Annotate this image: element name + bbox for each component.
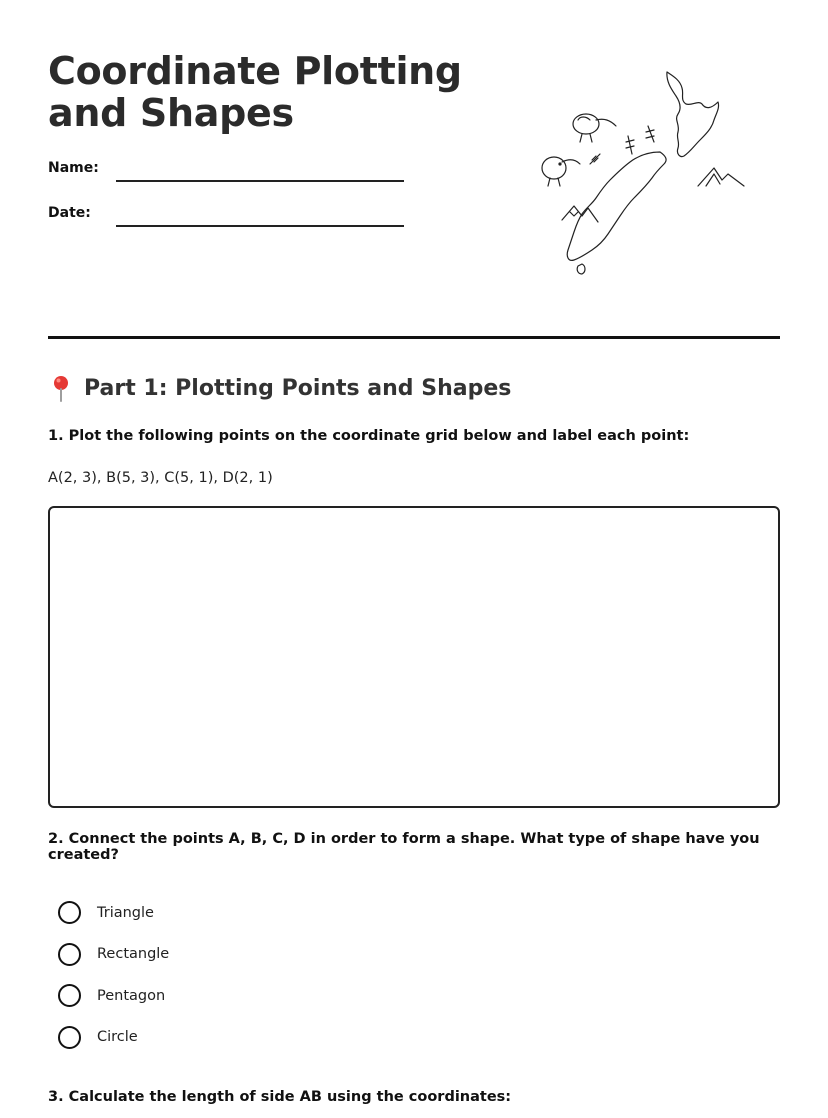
option-label: Circle bbox=[97, 1029, 138, 1046]
question-1: 1. Plot the following points on the coordinate grid below and label each point: bbox=[48, 428, 690, 444]
radio-button[interactable] bbox=[58, 1026, 81, 1049]
part1-heading bbox=[48, 374, 511, 402]
radio-button[interactable] bbox=[58, 984, 81, 1007]
question-2: 2. Connect the points A, B, C, D in order to form a shape. What type of shape have you created? bbox=[48, 831, 760, 863]
option-label: Pentagon bbox=[97, 987, 166, 1004]
option-pentagon[interactable] bbox=[58, 975, 169, 1017]
question-3: 3. Calculate the length of side AB using the coordinates: bbox=[48, 1089, 512, 1105]
option-label: Triangle bbox=[97, 904, 154, 921]
pushpin-icon bbox=[48, 374, 74, 402]
option-circle[interactable] bbox=[58, 1017, 169, 1059]
option-triangle[interactable] bbox=[58, 892, 169, 934]
date-label: Date: bbox=[48, 205, 91, 221]
page-title: Coordinate Plotting and Shapes bbox=[48, 49, 462, 135]
coordinate-grid-area[interactable] bbox=[48, 506, 780, 808]
new-zealand-map-icon bbox=[530, 64, 760, 284]
option-rectangle[interactable] bbox=[58, 934, 169, 976]
shape-options bbox=[58, 892, 169, 1058]
date-field[interactable] bbox=[116, 225, 404, 227]
name-field[interactable] bbox=[116, 180, 404, 182]
section-divider bbox=[48, 336, 780, 339]
radio-button[interactable] bbox=[58, 943, 81, 966]
radio-button[interactable] bbox=[58, 901, 81, 924]
part1-title: Part 1: Plotting Points and Shapes bbox=[84, 375, 512, 401]
option-label: Rectangle bbox=[97, 946, 170, 963]
points-list: A(2, 3), B(5, 3), C(5, 1), D(2, 1) bbox=[48, 470, 273, 486]
name-label: Name: bbox=[48, 160, 99, 176]
